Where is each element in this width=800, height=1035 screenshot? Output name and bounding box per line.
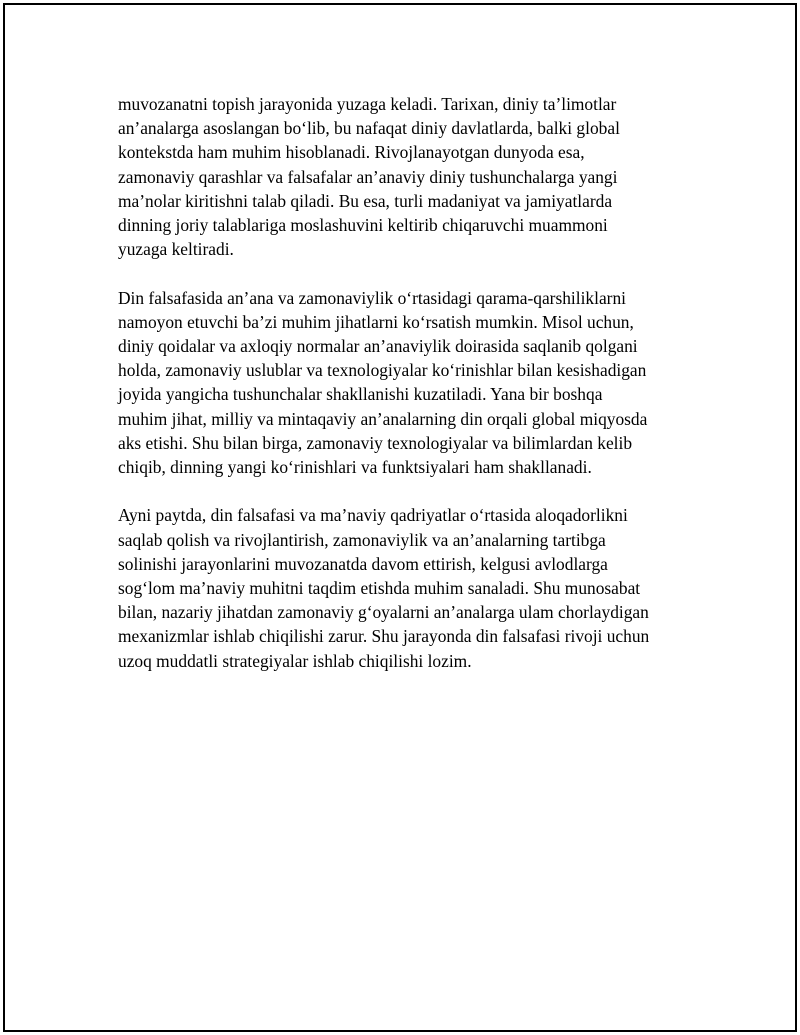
document-body <box>118 92 698 697</box>
paragraph-1: muvozanatni topish jarayonida yuzaga keladi. Tarixan, diniy ta’limotlar an’analarga asoslangan bo‘lib, bu nafaqat diniy davlatlarda, balki global kontekstda ham muhim hisoblanadi. Rivojlanayotgan dunyoda esa, zamonaviy qarashlar va falsafalar an’anaviy diniy tushunchalarga yangi ma’nolar kiritishni talab qiladi. Bu esa, turli madaniyat va jamiyatlarda dinning joriy talablariga moslashuvini keltirib chiqaruvchi muammoni yuzaga keltiradi. <box>118 94 620 260</box>
paragraph-2: Din falsafasida an’ana va zamonaviylik o‘rtasidagi qarama-qarshiliklarni namoyon etuvchi ba’zi muhim jihatlarni ko‘rsatish mumkin. Misol uchun, diniy qoidalar va axloqiy normalar an’anaviylik doirasida saqlanib qolgani holda, zamonaviy uslublar va texnologiyalar ko‘rinishlar bilan kesishadigan joyida yangicha tushunchalar shakllanishi kuzatiladi. Yana bir boshqa muhim jihat, milliy va mintaqaviy an’analarning din orqali global miqyosda aks etishi. Shu bilan birga, zamonaviy texnologiyalar va bilimlardan kelib chiqib, dinning yangi ko‘rinishlari va funktsiyalari ham shakllanadi. <box>118 287 648 478</box>
paragraph-3: Ayni paytda, din falsafasi va ma’naviy qadriyatlar o‘rtasida aloqadorlikni saqlab qolish va rivojlantirish, zamonaviylik va an’analarning tartibga solinishi jarayonlarini muvozanatda davom ettirish, kelgusi avlodlarga sog‘lom ma’naviy muhitni taqdim etishda muhim sanaladi. Shu munosabat bilan, nazariy jihatdan zamonaviy g‘oyalarni an’analarga ulam chorlaydigan mexanizmlar ishlab chiqilishi zarur. Shu jarayonda din falsafasi rivoji uchun uzoq muddatli strategiyalar ishlab chiqilishi lozim. <box>118 505 650 671</box>
